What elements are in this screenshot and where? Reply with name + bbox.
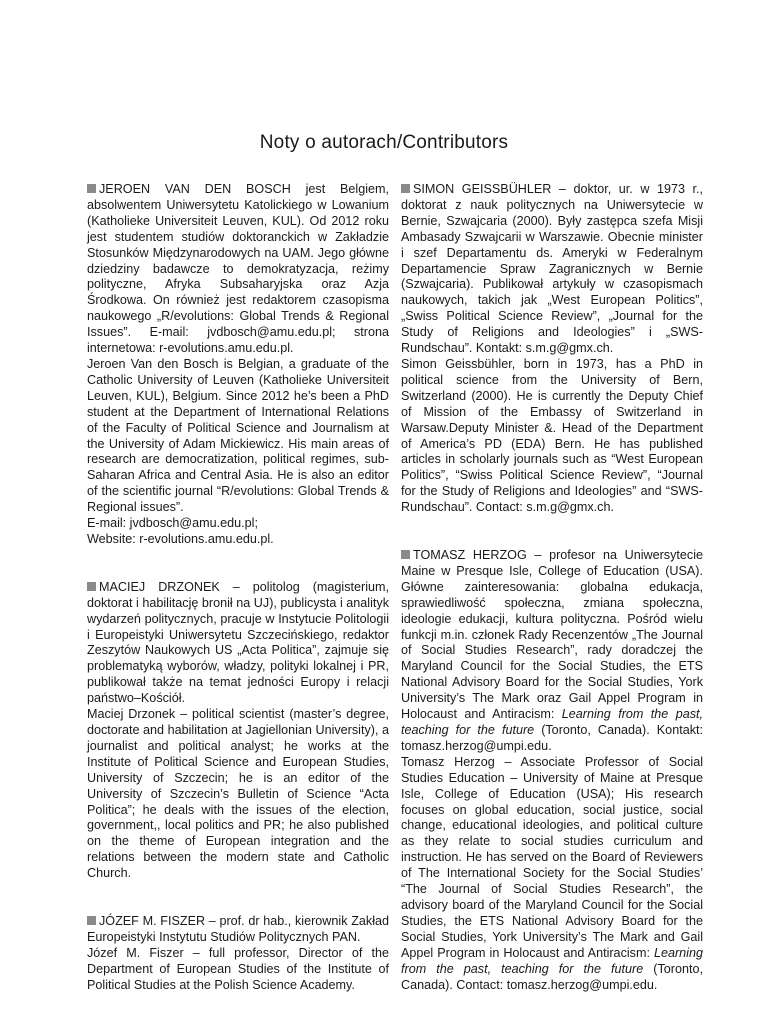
contributor-entry bbox=[87, 182, 389, 548]
entry-english-website: Website: r-evolutions.amu.edu.pl. bbox=[87, 531, 274, 546]
entry-english bbox=[401, 755, 703, 994]
entry-polish bbox=[87, 580, 389, 707]
entry-polish bbox=[87, 182, 389, 357]
entry-english: Józef M. Fiszer – full professor, Director of the Department of European Studies of the Institute of Political Studies at the Polish Science Academy. bbox=[87, 945, 389, 992]
entry-polish-text-end: (Toronto, Canada). Kontakt: tomasz.herzog@umpi.edu. bbox=[401, 723, 703, 753]
contributor-entry bbox=[401, 182, 703, 516]
bullet-square-icon bbox=[401, 550, 410, 559]
entry-polish bbox=[401, 182, 703, 357]
bullet-square-icon bbox=[87, 184, 96, 193]
entry-polish-text: MACIEJ DRZONEK – politolog (magisterium, doktorat i habilitację bronił na UJ), publicysta i analityk wydarzeń politycznych, pracuje w Instytucie Politologii i Europeistyki Uniwersytetu Szczecińskiego, redaktor Zeszytów Naukowych US „Acta Politica”, zajmuje się problematyką wyborów, władzy, polityki lokalnej i PR, publikował także na temat jedności Europy i relacji państwo–Kościół. bbox=[87, 579, 389, 706]
entry-english: Simon Geissbühler, born in 1973, has a PhD in political science from the University of Bern, Switzerland (2000). He is currently the Deputy Chief of Mission of the Embassy of Switzerland in Warsaw.Deputy Minister &. Head of the Department of America’s PD (EDA) Bern. He has published articles in scholarly journals such as “West European Politics”, “Swiss Political Science Review”, “Journal for the Study of Religions and Ideologies” and “SWS-Rundschau”. Contact: s.m.g@gmx.ch. bbox=[401, 356, 703, 515]
entry-polish-text: JÓZEF M. FISZER – prof. dr hab., kierownik Zakład Europeistyki Instytutu Studiów Politycznych PAN. bbox=[87, 914, 389, 944]
contributor-entry bbox=[87, 914, 389, 994]
bullet-square-icon bbox=[401, 184, 410, 193]
entry-english-text-end: (Toronto, Canada). Contact: tomasz.herzog@umpi.edu. bbox=[401, 961, 704, 992]
entry-english-text: Tomasz Herzog – Associate Professor of Social Studies Education – University of Maine at Presque Isle, College of Education (USA); His research focuses on global education, social justice, social change, educational ideologies, and political culture as they relate to social studies curriculum and instruction. He has served on the Board of Reviewers of The International Society for the Social Studies’ “The Journal of Social Studies Research”, the advisory board of the Maryland Council for the Social Studies, the ETS National Advisory Board for the Social Studies, York University’s The Mark and Gail Appel Program in Holocaust and Antiracism: bbox=[401, 754, 703, 960]
contributor-entry bbox=[401, 548, 703, 993]
right-column bbox=[401, 182, 703, 1025]
page-title: Noty o autorach/Contributors bbox=[259, 132, 509, 153]
entry-polish-italic-title: Learning from the past, teaching for the future bbox=[401, 707, 703, 737]
entry-english-italic-title: Learning from the past, teaching for the future bbox=[401, 945, 703, 976]
entry-polish-text: SIMON GEISSBÜHLER – doktor, ur. w 1973 r., doktorat z nauk politycznych na Uniwersytecie w Bernie, Szwajcaria (2000). Były zastępca szefa Misji Ambasady Szwajcarii w Warszawie. Obecnie minister i szef Departamentu ds. Ameryki w Federalnym Departamencie Spraw Zagranicznych w Bernie (Szwajcaria). Publikował artykuły w czasopismach naukowych, takich jak „West European Politics”, „Swiss Political Science Review”, „Journal for the Study of Religions and Ideologies” i „SWS-Rundschau”. Kontakt: s.m.g@gmx.ch. bbox=[401, 182, 703, 356]
entry-english: Maciej Drzonek – political scientist (master’s degree, doctorate and habilitation at Jagiellonian University), a journalist and political analyst; he works at the Institute of Political Science and European Studies, University of Szczecin; he is an editor of the University of Szczecin’s Bulletin of Science “Acta Politica”; he deals with the issues of the election, government,, local politics and PR; he also published on the theme of European integration and the relations between the modern state and Catholic Church. bbox=[87, 707, 389, 881]
bullet-square-icon bbox=[87, 582, 96, 591]
contributor-entry bbox=[87, 580, 389, 882]
bullet-square-icon bbox=[87, 916, 96, 925]
entry-polish bbox=[401, 548, 703, 755]
entry-polish-text: TOMASZ HERZOG – profesor na Uniwersytecie Maine w Presque Isle, College of Education (USA). Główne zainteresowania: globalna edukacja, sprawiedliwość społeczna, zmiana społeczna, ideologie edukacji, kultura polityczna. Pośród wielu funkcji m.in. członek Rady Recenzentów „The Journal of Social Studies Research”, rady doradczej the Maryland Council for the Social Studies, the ETS National Advisory Board for the Social Studies, York University’s The Mark oraz Gail Appel Program in Holocaust and Antiracism: bbox=[401, 548, 703, 722]
entry-polish-text: JEROEN VAN DEN BOSCH jest Belgiem, absolwentem Uniwersytetu Katolickiego w Lowanium (Katholieke Universiteit Leuven, KUL). Od 2012 roku jest studentem studiów doktoranckich w Zakładzie Stosunków Międzynarodowych na UAM. Jego główne dziedziny badawcze to demokratyzacja, reżimy polityczne, Afryka Subsaharyjska oraz Azja Środkowa. On również jest redaktorem czasopisma naukowego „R/evolutions: Global Trends & Regional Issues”. E-mail: jvdbosch@amu.edu.pl; strona internetowa: r-evolutions.amu.edu.pl. bbox=[87, 182, 389, 356]
entry-english-email: E-mail: jvdbosch@amu.edu.pl; bbox=[87, 516, 258, 531]
entry-polish bbox=[87, 914, 389, 946]
entry-english: Jeroen Van den Bosch is Belgian, a graduate of the Catholic University of Leuven (Katholieke Universiteit Leuven, KUL), Belgium. Since 2012 he’s been a PhD student at the Department of International Relations of the Faculty of Political Science and Journalism at the University of Adam Mickiewicz. His main areas of research are democratization, political regimes, sub-Saharan Africa and Central Asia. He is also an editor of the scientific journal “R/evolutions: Global Trends & Regional issues”. bbox=[87, 356, 389, 515]
left-column bbox=[87, 182, 389, 1026]
